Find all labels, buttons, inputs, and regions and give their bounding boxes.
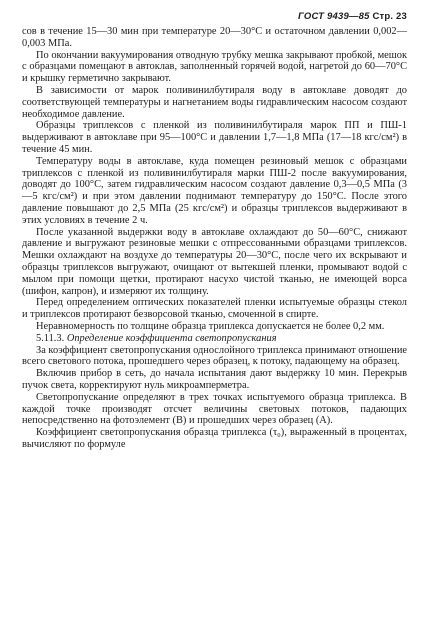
paragraph: Неравномерность по толщине образца триплекса допускается не более 0,2 мм.: [36, 320, 385, 332]
paragraph: Температуру воды в автоклаве, куда помещен резиновый мешок с образцами триплексов с пленкой из поливинилбутираля марки ПШ-2 после вакуумирования, доводят до 100°С, затем гидравлическим насосом создают давление 0,3—0,5 МПа (3—5 кгс/см²) и при этом давлении поднимают температуру до 150°С. После этого давление повышают до 2,5 МПа (25 кгс/см²) и образцы триплексов выдерживают в этих условиях в течение 2 ч.: [22, 155, 407, 226]
paragraph: Включив прибор в сеть, до начала испытания дают выдержку 10 мин. Перекрыв пучок света, корректируют нуль микроамперметра.: [22, 368, 407, 391]
paragraph: По окончании вакуумирования отводную трубку мешка закрывают пробкой, мешок с образцами помещают в автоклав, заполненный горячей водой, нагретой до 60—70°С и крышку герметично закрывают.: [22, 49, 407, 85]
paragraph: сов в течение 15—30 мин при температуре 20—30°С и остаточном давлении 0,002—0,003 МПа.: [22, 26, 407, 49]
section-heading: [22, 333, 407, 345]
paragraph: Образцы триплексов с пленкой из поливинилбутираля марок ПП и ПШ-1 выдерживают в автоклаве при 95—100°С и давлении 1,7—1,8 МПа (17—18 кгс/см²) в течение 45 мин.: [22, 120, 407, 155]
paragraph: Перед определением оптических показателей пленки испытуемые образцы стекол и триплексов протирают безворсовой тканью, смоченной в спирте.: [22, 297, 407, 321]
paragraph: За коэффициент светопропускания однослойного триплекса принимают отношение всего светового потока, прошедшего через образец, к потоку, падающему на образец.: [22, 344, 407, 368]
standard-number: ГОСТ 9439—85: [297, 11, 370, 22]
page-number: Стр. 23: [372, 11, 407, 22]
paragraph: Светопропускание определяют в трех точках испытуемого образца триплекса. В каждой точке производят отсчет величины световых потоков, падающих непосредственно на фотоэлемент (B) и прошедших через образец (A).: [22, 391, 407, 427]
document-body: [22, 26, 407, 451]
running-header: [22, 10, 407, 26]
paragraph: В зависимости от марок поливинилбутираля воду в автоклаве доводят до соответствующей температуры и нагнетанием воды гидравлическим насосом создают необходимое давление.: [22, 84, 407, 120]
section-number: 5.11.3.: [36, 332, 65, 344]
paragraph: После указанной выдержки воду в автоклаве охлаждают до 50—60°С, снижают давление и выгружают резиновые мешки с отпрессованными образцами триплексов. Мешки охлаждают на воздухе до температуры 20—30°С, после чего их вскрывают и образцы триплексов выгружают, очищают от вытекшей пленки, промывают водой с мылом при помощи щетки, протирают насухо чистой тканью, не имеющей ворса (шифон, капрон), и измеряют их толщину.: [22, 226, 407, 297]
section-title: Определение коэффициента светопропускания: [66, 332, 277, 344]
paragraph: Коэффициент светопропускания образца триплекса (τ₀), выраженный в процентах, вычисляют по формуле: [22, 427, 407, 450]
